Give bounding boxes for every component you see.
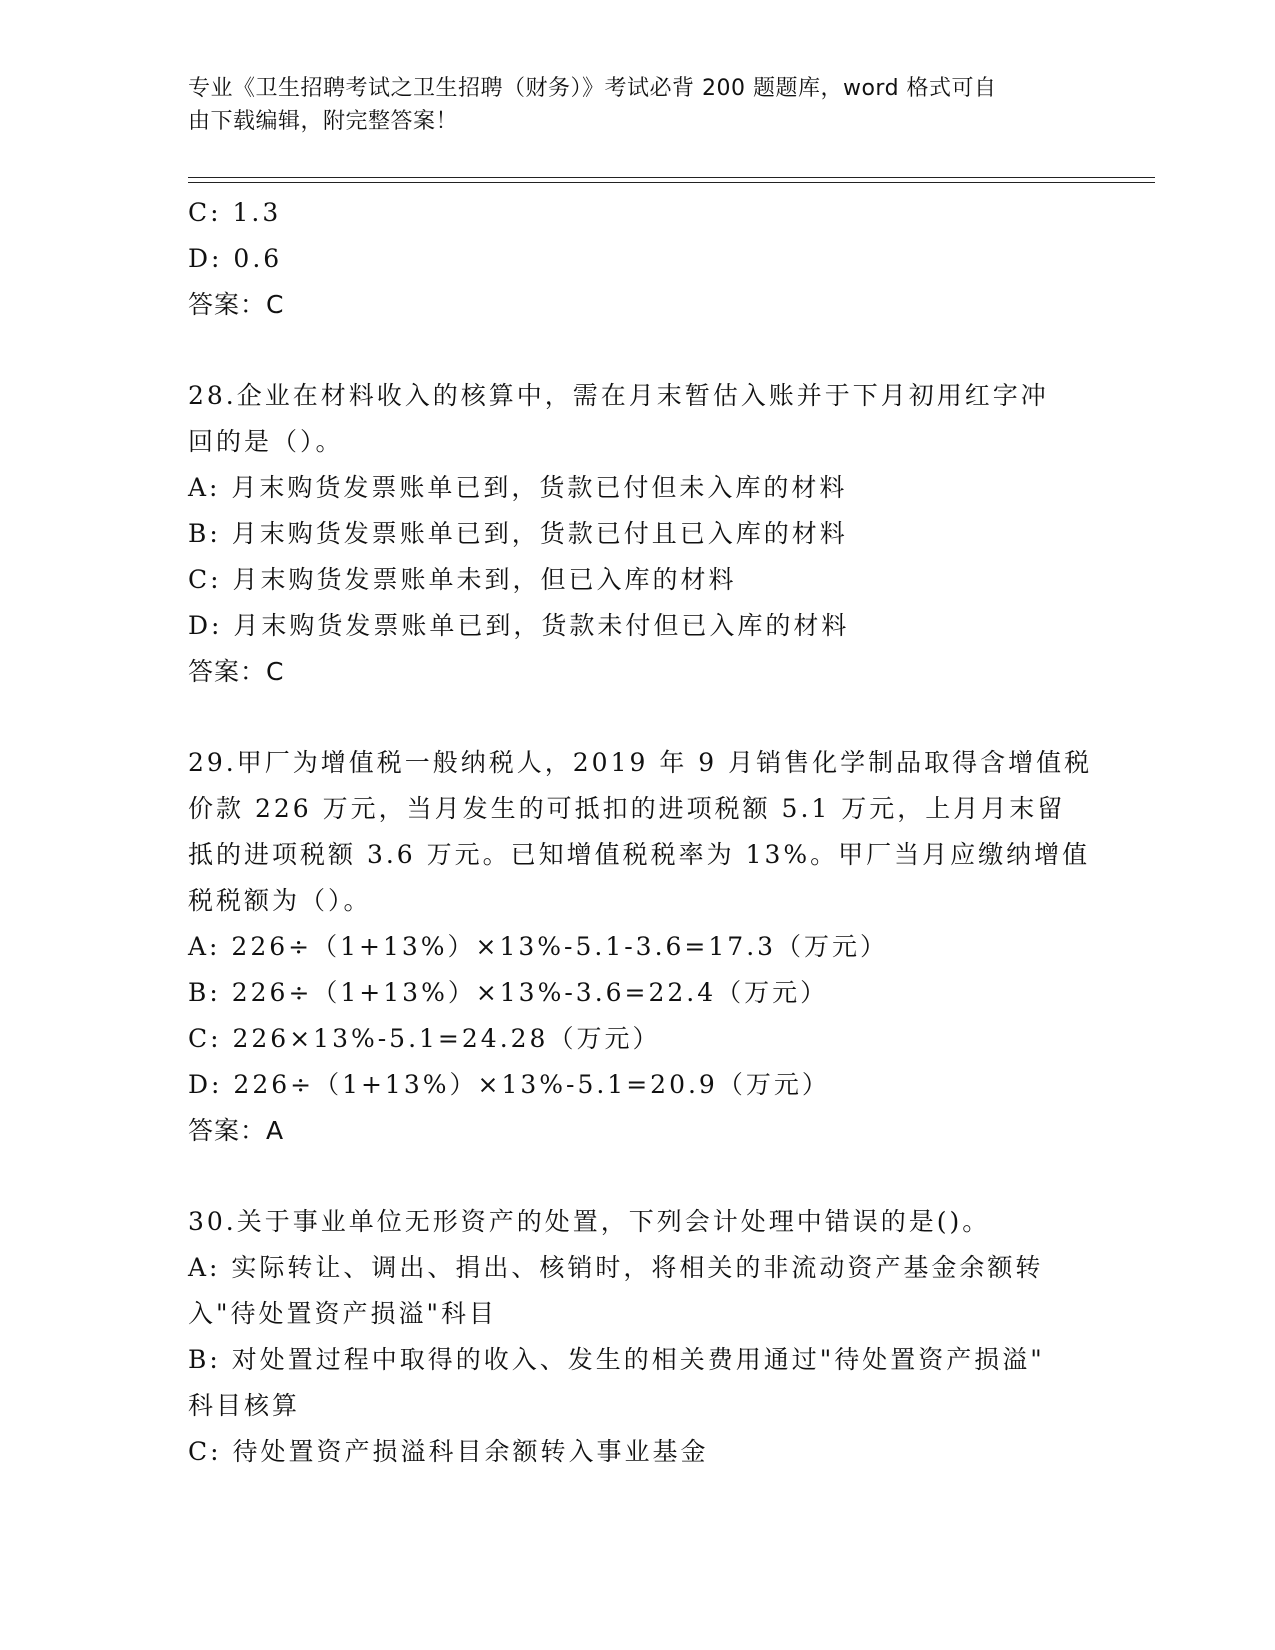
question-29 bbox=[188, 740, 1093, 1154]
question-stem: 回的是（）。 bbox=[188, 427, 344, 456]
option-d: D: 0.6 bbox=[188, 244, 283, 273]
spacer bbox=[188, 695, 1088, 740]
answer: 答案：C bbox=[188, 657, 285, 686]
option-c: C: 月末购货发票账单未到，但已入库的材料 bbox=[188, 565, 737, 594]
header-title-line-2: 由下载编辑，附完整答案！ bbox=[188, 109, 459, 134]
option-b: B: 对处置过程中取得的收入、发生的相关费用通过"待处置资产损溢" bbox=[188, 1345, 1045, 1374]
header-divider bbox=[188, 177, 1155, 183]
question-stem: 29.甲厂为增值税一般纳税人，2019 年 9 月销售化学制品取得含增值税 bbox=[188, 748, 1093, 777]
option-a: A: 226÷（1+13%）×13%-5.1-3.6=17.3（万元） bbox=[188, 932, 889, 961]
question-stem: 抵的进项税额 3.6 万元。已知增值税税率为 13%。甲厂当月应缴纳增值 bbox=[188, 840, 1091, 869]
option-c: C: 待处置资产损溢科目余额转入事业基金 bbox=[188, 1437, 709, 1466]
option-b: B: 月末购货发票账单已到，货款已付且已入库的材料 bbox=[188, 519, 848, 548]
option-d: D: 226÷（1+13%）×13%-5.1=20.9（万元） bbox=[188, 1070, 830, 1099]
option-b-continued: 科目核算 bbox=[188, 1391, 301, 1420]
question-stem: 30.关于事业单位无形资产的处置，下列会计处理中错误的是()。 bbox=[188, 1207, 991, 1236]
question-27-continued bbox=[188, 190, 1088, 328]
answer: 答案：A bbox=[188, 1116, 285, 1145]
question-28 bbox=[188, 373, 1088, 695]
question-stem: 价款 226 万元，当月发生的可抵扣的进项税额 5.1 万元，上月月末留 bbox=[188, 794, 1066, 823]
option-a-continued: 入"待处置资产损溢"科目 bbox=[188, 1299, 497, 1328]
document-header bbox=[188, 72, 1068, 138]
answer: 答案：C bbox=[188, 290, 285, 319]
question-30 bbox=[188, 1199, 1088, 1475]
question-stem: 税税额为（）。 bbox=[188, 886, 372, 915]
option-c: C: 1.3 bbox=[188, 198, 282, 227]
header-title-line-1: 专业《卫生招聘考试之卫生招聘（财务）》考试必背 200 题题库，word 格式可自 bbox=[188, 76, 997, 101]
option-a: A: 实际转让、调出、捐出、核销时，将相关的非流动资产基金余额转 bbox=[188, 1253, 1044, 1282]
spacer bbox=[188, 328, 1088, 373]
option-d: D: 月末购货发票账单已到，货款未付但已入库的材料 bbox=[188, 611, 850, 640]
spacer bbox=[188, 1154, 1088, 1199]
document-body bbox=[188, 190, 1093, 1475]
option-c: C: 226×13%-5.1=24.28（万元） bbox=[188, 1024, 661, 1053]
option-a: A: 月末购货发票账单已到，货款已付但未入库的材料 bbox=[188, 473, 848, 502]
question-stem: 28.企业在材料收入的核算中，需在月末暂估入账并于下月初用红字冲 bbox=[188, 381, 1049, 410]
option-b: B: 226÷（1+13%）×13%-3.6=22.4（万元） bbox=[188, 978, 829, 1007]
